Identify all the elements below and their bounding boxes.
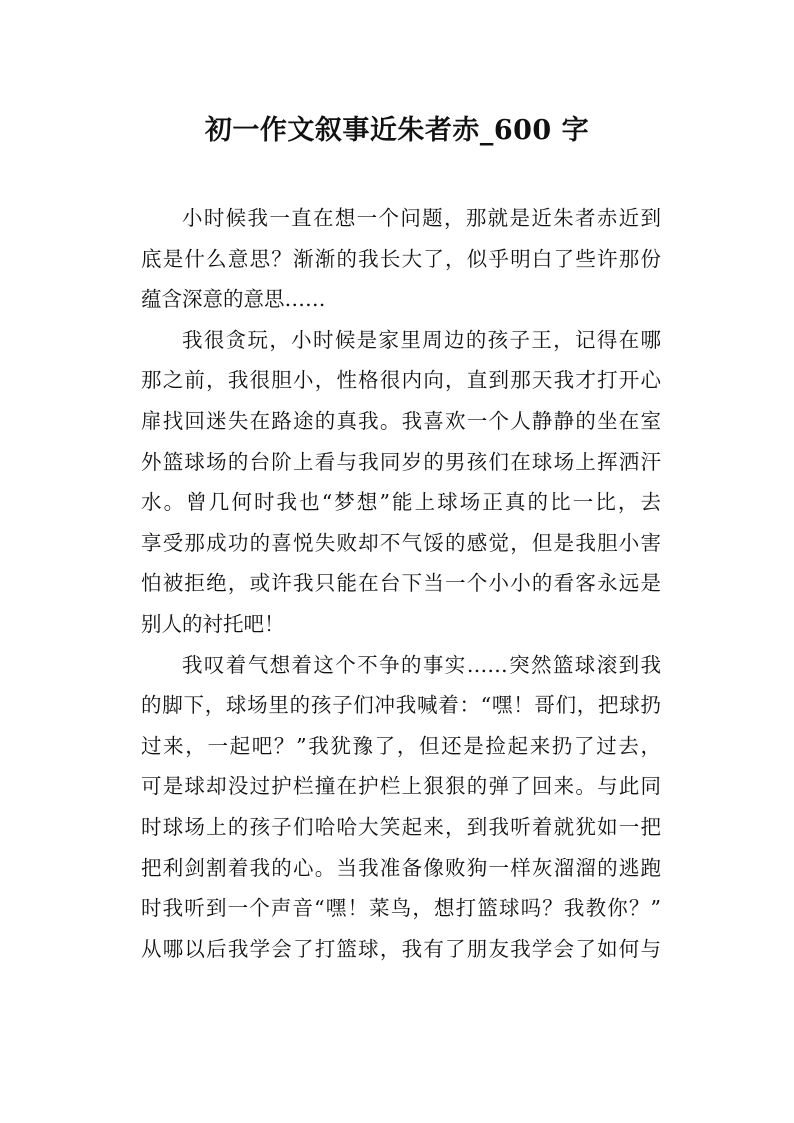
text-line: 可是球却没过护栏撞在护栏上狠狠的弹了回来。与此同 <box>141 774 661 799</box>
text-line: 底是什么意思？渐渐的我长大了，似乎明白了些许那份 <box>141 246 661 271</box>
text-line: 把利剑割着我的心。当我准备像败狗一样灰溜溜的逃跑 <box>141 855 661 880</box>
text-line: 怕被拒绝，或许我只能在台下当一个小小的看客永远是 <box>141 571 661 596</box>
text-line: 小时候我一直在想一个问题，那就是近朱者赤近到 <box>182 206 661 230</box>
text-line: 那之前，我很胆小，性格很内向，直到那天我才打开心 <box>141 368 661 393</box>
text-line: 我很贪玩，小时候是家里周边的孩子王，记得在哪 <box>182 327 661 352</box>
text-line: 外篮球场的台阶上看与我同岁的男孩们在球场上挥洒汗 <box>141 449 661 474</box>
text-line: 过来，一起吧？”我犹豫了，但还是捡起来扔了过去， <box>141 733 661 758</box>
text-line: 享受那成功的喜悦失败却不气馁的感觉，但是我胆小害 <box>141 530 661 555</box>
text-line: 蕴含深意的意思…… <box>141 287 326 312</box>
text-line: 从哪以后我学会了打篮球，我有了朋友我学会了如何与 <box>141 936 661 961</box>
text-line: 时我听到一个声音“嘿！菜鸟，想打篮球吗？我教你？” <box>141 896 661 921</box>
text-line: 扉找回迷失在路途的真我。我喜欢一个人静静的坐在室 <box>141 408 661 433</box>
text-line: 我叹着气想着这个不争的事实……突然篮球滚到我 <box>182 652 661 677</box>
text-line: 时球场上的孩子们哈哈大笑起来，到我听着就犹如一把 <box>141 814 661 839</box>
text-line: 别人的衬托吧！ <box>141 611 285 636</box>
text-line: 的脚下，球场里的孩子们冲我喊着：“嘿！哥们，把球扔 <box>141 693 661 718</box>
text-line: 水。曾几何时我也“梦想”能上球场正真的比一比，去 <box>141 490 661 515</box>
essay-body <box>141 198 661 969</box>
document-title: 初一作文叙事近朱者赤_600 字 <box>204 115 590 146</box>
